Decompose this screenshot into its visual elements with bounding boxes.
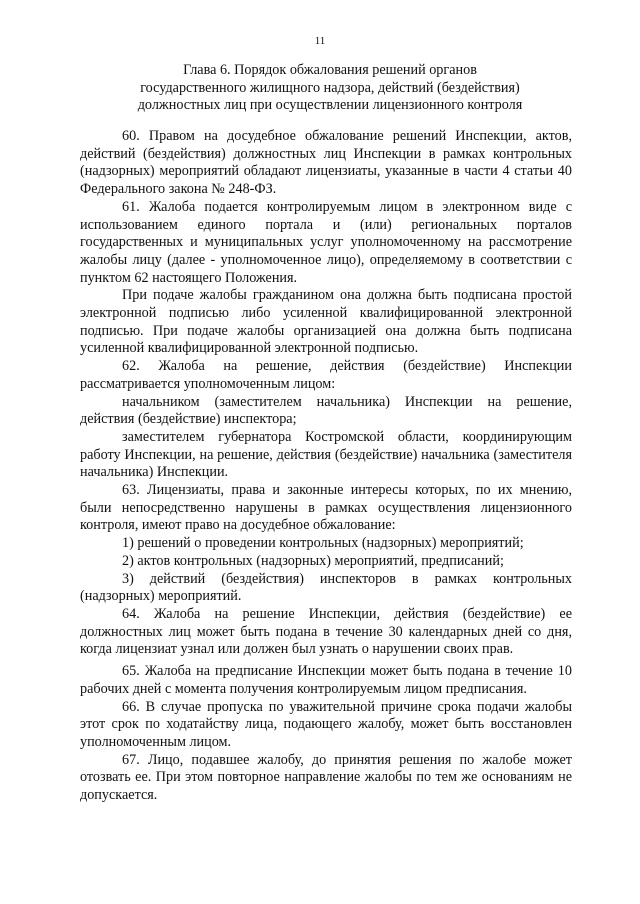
paragraph-67: 67. Лицо, подавшее жалобу, до принятия решения по жалобе может отозвать ее. При этом повторное направление жалобы по тем же основаниям не допускается. bbox=[80, 751, 572, 804]
paragraph-62-item-chief: начальником (заместителем начальника) Инспекции на решение, действия (бездействие) инспектора; bbox=[80, 393, 572, 428]
paragraph-61: 61. Жалоба подается контролируемым лицом в электронном виде с использованием единого портала и (или) региональных порталов государственных и муниципальных услуг уполномоченному на рассмотрение жалобы лицу (далее - уполномоченное лицо), определяемому в соответствии с пунктом 62 настоящего Положения. bbox=[80, 198, 572, 286]
paragraph-63-item-2: 2) актов контрольных (надзорных) мероприятий, предписаний; bbox=[122, 552, 504, 569]
paragraph-62-item-deputy-governor: заместителем губернатора Костромской области, координирующим работу Инспекции, на решение, действия (бездействие) начальника (заместителя начальника) Инспекции. bbox=[80, 428, 572, 481]
chapter-title bbox=[80, 62, 580, 115]
chapter-title-line: государственного жилищного надзора, действий (бездействия) bbox=[140, 79, 520, 96]
paragraph-61-signature: При подаче жалобы гражданином она должна быть подписана простой электронной подписью либо усиленной квалифицированной электронной подписью. При подаче жалобы организацией она должна быть подписана усиленной квалифицированной электронной подписью. bbox=[80, 287, 572, 357]
chapter-title-line: Глава 6. Порядок обжалования решений органов bbox=[183, 62, 477, 78]
page-number: 11 bbox=[314, 35, 326, 47]
paragraph-66: 66. В случае пропуска по уважительной причине срока подачи жалобы этот срок по ходатайству лица, подающего жалобу, может быть восстановлен уполномоченным лицом. bbox=[80, 698, 572, 750]
paragraph-64: 64. Жалоба на решение Инспекции, действия (бездействие) ее должностных лиц может быть подана в течение 30 календарных дней со дня, когда лицензиат узнал или должен был узнать о нарушении своих прав. bbox=[80, 605, 572, 658]
paragraph-63-item-1: 1) решений о проведении контрольных (надзорных) мероприятий; bbox=[122, 535, 524, 552]
document-body bbox=[80, 128, 572, 805]
paragraph-62: 62. Жалоба на решение, действия (бездействие) Инспекции рассматривается уполномоченным лицом: bbox=[80, 358, 572, 392]
paragraph-63: 63. Лицензиаты, права и законные интересы которых, по их мнению, были непосредственно нарушены в рамках осуществления лицензионного контроля, имеют право на досудебное обжалование: bbox=[80, 482, 572, 534]
paragraph-60: 60. Правом на досудебное обжалование решений Инспекции, актов, действий (бездействия) должностных лиц Инспекции в рамках контрольных (надзорных) мероприятий обладают лицензиаты, указанные в части 4 статьи 40 Федерального закона № 248-ФЗ. bbox=[80, 128, 572, 198]
chapter-title-line: должностных лиц при осуществлении лицензионного контроля bbox=[137, 97, 523, 113]
paragraph-65: 65. Жалоба на предписание Инспекции может быть подана в течение 10 рабочих дней с момента получения контролируемым лицом предписания. bbox=[80, 663, 572, 697]
paragraph-63-item-3: 3) действий (бездействия) инспекторов в рамках контрольных (надзорных) мероприятий. bbox=[80, 570, 572, 605]
